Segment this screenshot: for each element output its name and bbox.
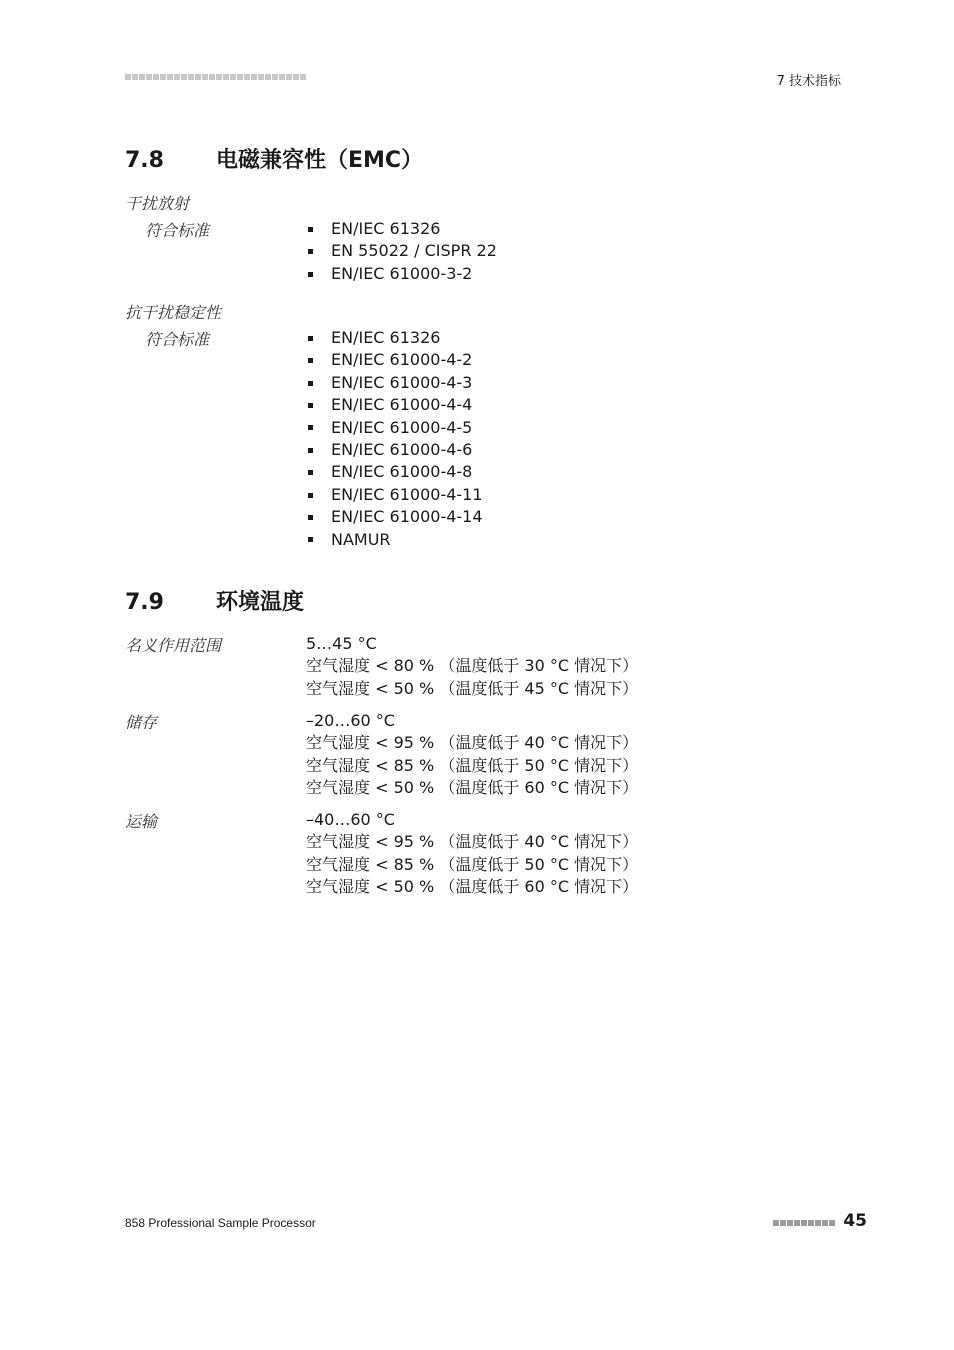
transport-label: 运输 — [125, 812, 158, 831]
value-line: 空气湿度 < 50 % （温度低于 60 °C 情况下） — [306, 778, 639, 798]
section-number: 7.8 — [125, 148, 164, 173]
section-heading: 电磁兼容性（EMC） — [216, 148, 424, 173]
list-item: EN/IEC 61000-4-6 — [306, 439, 483, 461]
list-item: EN/IEC 61000-4-3 — [306, 372, 483, 394]
list-item: EN/IEC 61000-3-2 — [306, 263, 497, 285]
emission-label: 干扰放射 — [125, 194, 190, 213]
bullet-icon — [308, 336, 313, 341]
storage-label: 储存 — [125, 713, 158, 732]
bullet-icon — [308, 425, 313, 430]
header-chapter-title: 7 技术指标 — [776, 74, 841, 89]
immunity-label: 抗干扰稳定性 — [125, 303, 222, 322]
bullet-icon — [308, 448, 313, 453]
list-item: EN/IEC 61000-4-2 — [306, 349, 483, 371]
bullet-icon — [308, 381, 313, 386]
section-title-emc — [125, 143, 423, 174]
immunity-standards-list — [306, 327, 483, 551]
bullet-icon — [308, 227, 313, 232]
header-decoration — [125, 74, 306, 80]
list-item: EN/IEC 61000-4-11 — [306, 484, 483, 506]
immunity-standards-label: 符合标准 — [145, 330, 210, 349]
bullet-icon — [308, 403, 313, 408]
value-line: 5…45 °C — [306, 634, 377, 653]
list-item: EN/IEC 61326 — [306, 218, 497, 240]
emission-standards-label: 符合标准 — [145, 221, 210, 240]
list-item: EN/IEC 61326 — [306, 327, 483, 349]
list-item: EN/IEC 61000-4-8 — [306, 461, 483, 483]
bullet-icon — [308, 515, 313, 520]
section-title-environment — [125, 585, 304, 616]
value-line: 空气湿度 < 95 % （温度低于 40 °C 情况下） — [306, 832, 639, 852]
page-number: 45 — [843, 1211, 867, 1231]
bullet-icon — [308, 493, 313, 498]
value-line: –20…60 °C — [306, 711, 395, 730]
value-line: 空气湿度 < 50 % （温度低于 60 °C 情况下） — [306, 877, 639, 897]
section-number: 7.9 — [125, 590, 164, 615]
nominal-range-label: 名义作用范围 — [125, 636, 222, 655]
bullet-icon — [308, 537, 313, 542]
value-line: 空气湿度 < 85 % （温度低于 50 °C 情况下） — [306, 755, 639, 775]
value-line: 空气湿度 < 85 % （温度低于 50 °C 情况下） — [306, 854, 639, 874]
value-line: 空气湿度 < 50 % （温度低于 45 °C 情况下） — [306, 678, 639, 698]
value-line: 空气湿度 < 95 % （温度低于 40 °C 情况下） — [306, 733, 639, 753]
bullet-icon — [308, 249, 313, 254]
list-item: EN/IEC 61000-4-14 — [306, 506, 483, 528]
list-item: EN/IEC 61000-4-5 — [306, 417, 483, 439]
footer-product-name: 858 Professional Sample Processor — [125, 1216, 316, 1230]
section-heading: 环境温度 — [216, 590, 305, 615]
bullet-icon — [308, 470, 313, 475]
list-item: NAMUR — [306, 529, 483, 551]
bullet-icon — [308, 272, 313, 277]
value-line: 空气湿度 < 80 % （温度低于 30 °C 情况下） — [306, 656, 639, 676]
list-item: EN/IEC 61000-4-4 — [306, 394, 483, 416]
storage-values — [306, 710, 638, 800]
nominal-range-values — [306, 633, 638, 700]
transport-values — [306, 809, 638, 899]
emission-standards-list — [306, 218, 497, 285]
value-line: –40…60 °C — [306, 810, 395, 829]
list-item: EN 55022 / CISPR 22 — [306, 240, 497, 262]
bullet-icon — [308, 358, 313, 363]
footer-decoration — [773, 1220, 835, 1226]
